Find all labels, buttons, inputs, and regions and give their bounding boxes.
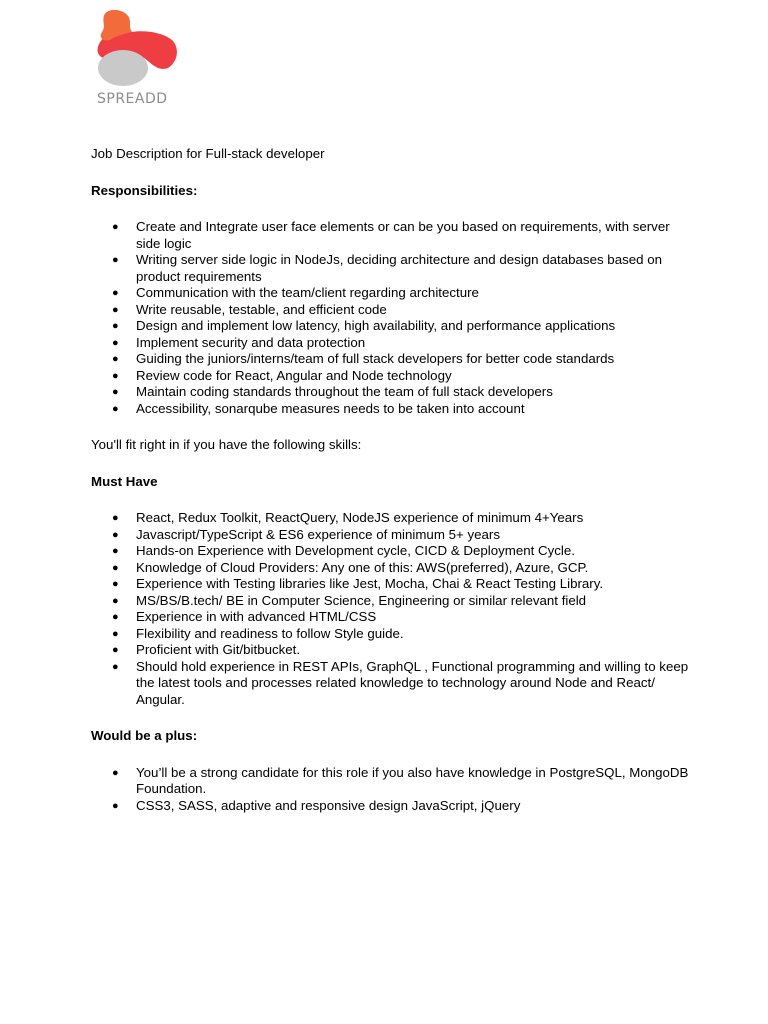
list-item: ● Maintain coding standards throughout the team of full stack developers bbox=[112, 384, 553, 399]
list-item: ● Accessibility, sonarqube measures needs to be taken into account bbox=[112, 400, 525, 416]
list-item: ● Hands-on Experience with Development cycle, CICD & Deployment Cycle. bbox=[112, 543, 575, 558]
list-item: ● Experience in with advanced HTML/CSS bbox=[112, 609, 377, 624]
list-item: ● CSS3, SASS, adaptive and responsive design JavaScript, jQuery bbox=[112, 797, 521, 813]
plus-list bbox=[91, 765, 691, 815]
bullet-icon: ● bbox=[112, 320, 119, 332]
bullet-icon: ● bbox=[112, 303, 119, 316]
bullet-icon: ● bbox=[112, 561, 119, 574]
skills-intro: You'll fit right in if you have the following skills: bbox=[91, 437, 362, 452]
list-item: ● Implement security and data protection bbox=[112, 334, 366, 350]
responsibilities-heading: Responsibilities: bbox=[91, 182, 198, 198]
bullet-icon: ● bbox=[112, 528, 119, 541]
bullet-icon: ● bbox=[112, 402, 119, 415]
spreadd-logo-icon bbox=[92, 6, 188, 90]
list-item: ● Proficient with Git/bitbucket. bbox=[112, 642, 301, 657]
bullet-icon: ● bbox=[112, 578, 119, 590]
bullet-icon: ● bbox=[112, 221, 119, 233]
bullet-icon: ● bbox=[112, 336, 119, 349]
must-have-list bbox=[91, 510, 691, 708]
bullet-icon: ● bbox=[112, 799, 119, 812]
list-item: ● Flexibility and readiness to follow Style guide. bbox=[112, 625, 404, 641]
bullet-icon: ● bbox=[112, 766, 119, 779]
bullet-icon: ● bbox=[112, 369, 119, 382]
list-item: ● Guiding the juniors/interns/team of full stack developers for better code standards bbox=[112, 351, 615, 366]
list-item: ● Javascript/TypeScript & ES6 experience of minimum 5+ years bbox=[112, 526, 500, 542]
bullet-icon: ● bbox=[112, 287, 119, 299]
bullet-icon: ● bbox=[112, 254, 119, 266]
list-item: ● Writing server side logic in NodeJs, deciding architecture and design databases based on product requirements bbox=[112, 252, 663, 284]
list-item: ● Create and Integrate user face elements or can be you based on requirements, with server side logic bbox=[112, 219, 670, 251]
bullet-icon: ● bbox=[112, 660, 119, 673]
list-item: ● Write reusable, testable, and efficient code bbox=[112, 301, 387, 317]
list-item: ● React, Redux Toolkit, ReactQuery, NodeJS experience of minimum 4+Years bbox=[112, 510, 584, 525]
spreadd-logo bbox=[92, 6, 188, 110]
must-have-heading: Must Have bbox=[91, 473, 158, 489]
bullet-icon: ● bbox=[112, 644, 119, 656]
bullet-icon: ● bbox=[112, 386, 119, 398]
bullet-icon: ● bbox=[112, 512, 119, 524]
bullet-icon: ● bbox=[112, 627, 119, 640]
list-item: ● Communication with the team/client regarding architecture bbox=[112, 285, 479, 300]
bullet-icon: ● bbox=[112, 545, 119, 557]
bullet-icon: ● bbox=[112, 594, 119, 607]
list-item: ● You’ll be a strong candidate for this role if you also have knowledge in PostgreSQL, MongoDB Foundation. bbox=[112, 764, 689, 796]
list-item: ● Design and implement low latency, high availability, and performance applications bbox=[112, 318, 616, 333]
plus-heading: Would be a plus: bbox=[91, 728, 198, 743]
list-item: ● Knowledge of Cloud Providers: Any one of this: AWS(preferred), Azure, GCP. bbox=[112, 559, 589, 575]
list-item: ● MS/BS/B.tech/ BE in Computer Science, Engineering or similar relevant field bbox=[112, 592, 587, 608]
list-item: ● Should hold experience in REST APIs, GraphQL , Functional programming and willing to keep the latest tools and processes related knowledge to technology around Node and React/ Angular. bbox=[112, 658, 689, 707]
bullet-icon: ● bbox=[112, 353, 119, 365]
list-item: ● Review code for React, Angular and Node technology bbox=[112, 367, 452, 383]
job-description bbox=[91, 146, 691, 814]
responsibilities-list bbox=[91, 219, 691, 417]
logo-text: SPREADD bbox=[97, 91, 168, 107]
document-title: Job Description for Full-stack developer bbox=[91, 146, 325, 161]
bullet-icon: ● bbox=[112, 611, 119, 623]
list-item: ● Experience with Testing libraries like Jest, Mocha, Chai & React Testing Library. bbox=[112, 576, 604, 591]
